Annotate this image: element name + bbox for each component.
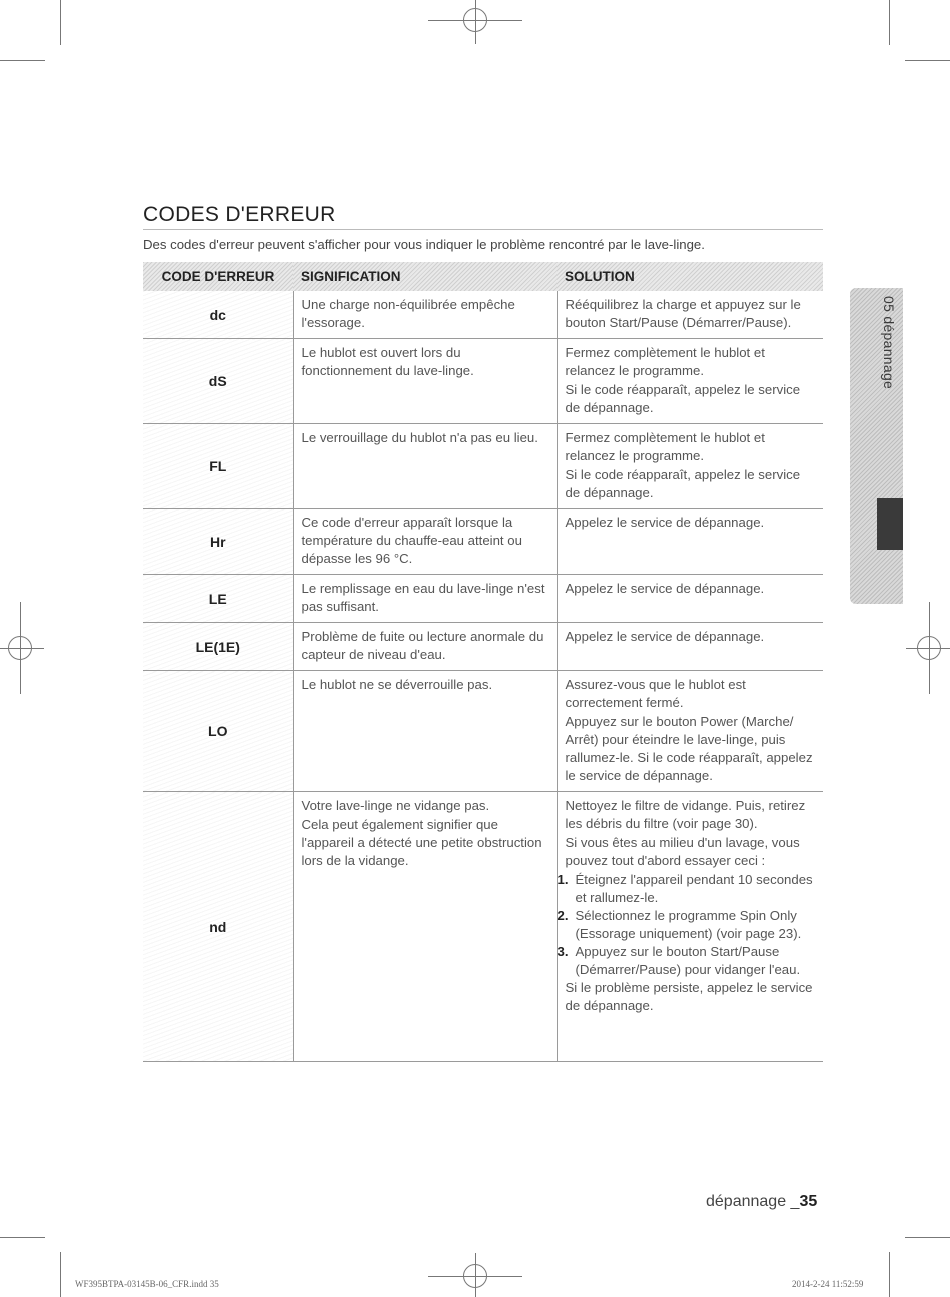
- error-code-cell: LO: [143, 671, 293, 792]
- solution-cell: [557, 792, 823, 1062]
- solution-cell: [557, 424, 823, 509]
- column-header-code: CODE D'ERREUR: [143, 262, 293, 291]
- solution-text: Nettoyez le filtre de vidange. Puis, retirez les débris du filtre (voir page 30).: [565, 798, 806, 831]
- solution-text: Si le code réapparaît, appelez le service de dépannage.: [565, 467, 801, 500]
- solution-cell: [557, 509, 823, 575]
- meaning-cell: [293, 291, 557, 339]
- solution-text: Appuyez sur le bouton Power (Marche/ Arrêt) pour éteindre le lave-linge, puis rallumez-le. Si le code réapparaît, appelez le service de dépannage.: [565, 714, 813, 783]
- step-text: Sélectionnez le programme Spin Only (Essorage uniquement) (voir page 23).: [575, 908, 802, 941]
- registration-circle: [917, 636, 941, 660]
- crop-mark: [905, 60, 950, 61]
- solution-text: Si vous êtes au milieu d'un lavage, vous pouvez tout d'abord essayer ceci :: [565, 835, 800, 868]
- column-header-solution: SOLUTION: [557, 262, 823, 291]
- solution-text: Appelez le service de dépannage.: [565, 629, 765, 644]
- crop-mark: [60, 1252, 61, 1297]
- meaning-text: Le hublot ne se déverrouille pas.: [301, 677, 493, 692]
- solution-text: Si le problème persiste, appelez le service de dépannage.: [565, 980, 813, 1013]
- solution-text: Appelez le service de dépannage.: [565, 581, 765, 596]
- table-row: [143, 575, 823, 623]
- solution-step: [558, 943, 816, 979]
- page-footer: [706, 1193, 817, 1211]
- meaning-cell: [293, 623, 557, 671]
- crop-mark: [0, 60, 45, 61]
- meaning-text: Une charge non-équilibrée empêche l'essorage.: [301, 297, 515, 330]
- step-number: 3.: [557, 944, 569, 959]
- error-code-cell: nd: [143, 792, 293, 1062]
- solution-cell: [557, 339, 823, 424]
- crop-mark: [889, 1252, 890, 1297]
- step-text: Appuyez sur le bouton Start/Pause (Démarrer/Pause) pour vidanger l'eau.: [575, 944, 801, 977]
- chapter-tab-marker: [877, 498, 903, 550]
- crop-mark: [889, 0, 890, 45]
- solution-step: [558, 907, 816, 943]
- crop-mark: [905, 1237, 950, 1238]
- solution-text: Fermez complètement le hublot et relancez le programme.: [565, 345, 765, 378]
- solution-cell: [557, 575, 823, 623]
- meaning-text: Problème de fuite ou lecture anormale du capteur de niveau d'eau.: [301, 629, 544, 662]
- solution-step: [558, 871, 816, 907]
- error-code-cell: FL: [143, 424, 293, 509]
- error-code-cell: LE: [143, 575, 293, 623]
- meaning-text: Votre lave-linge ne vidange pas.: [301, 798, 490, 813]
- page-number: 35: [799, 1193, 818, 1210]
- error-code-cell: Hr: [143, 509, 293, 575]
- meaning-cell: [293, 339, 557, 424]
- table-row: [143, 291, 823, 339]
- table-row: [143, 623, 823, 671]
- meaning-text: Ce code d'erreur apparaît lorsque la température du chauffe-eau atteint ou dépasse les 96 °C.: [301, 515, 522, 566]
- table-row: [143, 509, 823, 575]
- registration-circle: [8, 636, 32, 660]
- meaning-text: Le remplissage en eau du lave-linge n'est pas suffisant.: [301, 581, 545, 614]
- meaning-cell: [293, 792, 557, 1062]
- meaning-cell: [293, 671, 557, 792]
- table-row: [143, 424, 823, 509]
- footer-label: dépannage _: [706, 1193, 800, 1210]
- solution-cell: [557, 671, 823, 792]
- solution-cell: [557, 623, 823, 671]
- error-code-cell: dS: [143, 339, 293, 424]
- intro-text: Des codes d'erreur peuvent s'afficher pour vous indiquer le problème rencontré par le lave-linge.: [143, 237, 705, 252]
- step-number: 2.: [557, 908, 569, 923]
- table-row: [143, 792, 823, 1062]
- section-title: CODES D'ERREUR: [143, 203, 823, 230]
- meaning-text: Cela peut également signifier que l'appareil a détecté une petite obstruction lors de la vidange.: [301, 817, 542, 868]
- solution-text: Assurez-vous que le hublot est correctement fermé.: [565, 677, 746, 710]
- solution-text: Si le code réapparaît, appelez le service de dépannage.: [565, 382, 801, 415]
- solution-steps-list: [557, 871, 816, 979]
- meaning-text: Le hublot est ouvert lors du fonctionnement du lave-linge.: [301, 345, 474, 378]
- chapter-side-tab: [850, 288, 903, 604]
- table-row: [143, 671, 823, 792]
- error-code-cell: LE(1E): [143, 623, 293, 671]
- crop-mark: [0, 1237, 45, 1238]
- step-text: Éteignez l'appareil pendant 10 secondes et rallumez-le.: [575, 872, 813, 905]
- solution-cell: [557, 291, 823, 339]
- meaning-text: Le verrouillage du hublot n'a pas eu lieu.: [301, 430, 538, 445]
- solution-text: Fermez complètement le hublot et relancez le programme.: [565, 430, 765, 463]
- table-header-row: [143, 262, 823, 291]
- solution-text: Appelez le service de dépannage.: [565, 515, 765, 530]
- solution-text: Rééquilibrez la charge et appuyez sur le bouton Start/Pause (Démarrer/Pause).: [565, 297, 801, 330]
- error-code-cell: dc: [143, 291, 293, 339]
- error-code-table: [143, 262, 823, 1062]
- meaning-cell: [293, 575, 557, 623]
- column-header-meaning: SIGNIFICATION: [293, 262, 557, 291]
- registration-circle: [463, 1264, 487, 1288]
- print-file-name: WF395BTPA-03145B-06_CFR.indd 35: [75, 1279, 219, 1289]
- meaning-cell: [293, 424, 557, 509]
- registration-circle: [463, 8, 487, 32]
- step-number: 1.: [557, 872, 569, 887]
- meaning-cell: [293, 509, 557, 575]
- table-row: [143, 339, 823, 424]
- chapter-tab-label: 05 dépannage: [881, 296, 897, 390]
- print-timestamp: 2014-2-24 11:52:59: [792, 1279, 864, 1289]
- crop-mark: [60, 0, 61, 45]
